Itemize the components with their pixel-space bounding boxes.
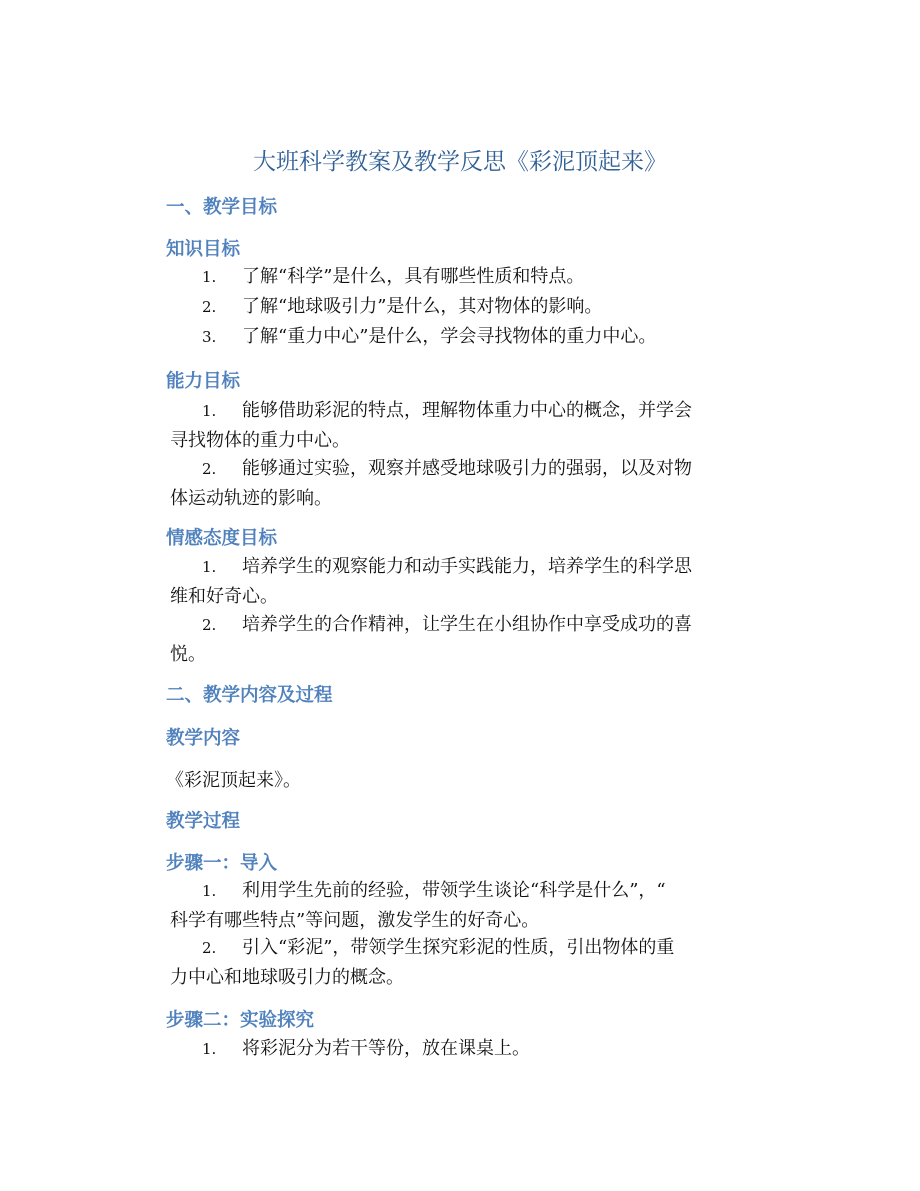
list-item — [166, 322, 776, 352]
list-text-line1: 引入“彩泥”，带领学生探究彩泥的性质，引出物体的重 — [242, 937, 675, 958]
list-item — [166, 1034, 776, 1064]
list-number: 1. — [202, 558, 217, 576]
list-number: 1. — [202, 882, 217, 900]
list-item — [166, 292, 776, 322]
subheading-knowledge-goals: 知识目标 — [166, 239, 241, 260]
section-heading-content-process: 二、教学内容及过程 — [166, 685, 333, 706]
list-number: 1. — [202, 268, 217, 286]
list-text: 将彩泥分为若干等份，放在课桌上。 — [242, 1038, 530, 1059]
list-text: 了解“地球吸引力”是什么，其对物体的影响。 — [242, 296, 603, 317]
list-number: 1. — [202, 402, 217, 420]
list-text-line1: 培养学生的观察能力和动手实践能力，培养学生的科学思 — [242, 556, 692, 577]
list-text-line2: 体运动轨迹的影响。 — [170, 488, 332, 509]
list-item — [166, 876, 776, 936]
document-title: 大班科学教案及教学反思《彩泥顶起来》 — [253, 149, 667, 175]
list-number: 2. — [202, 298, 217, 316]
list-number: 2. — [202, 460, 217, 478]
list-text: 了解“重力中心”是什么，学会寻找物体的重力中心。 — [242, 326, 657, 347]
subheading-teaching-process: 教学过程 — [166, 811, 241, 832]
list-item — [166, 454, 776, 514]
list-item — [166, 610, 776, 670]
list-text-line1: 能够借助彩泥的特点，理解物体重力中心的概念，并学会 — [242, 400, 692, 421]
list-text-line2: 悦。 — [170, 644, 206, 665]
subheading-step1: 步骤一：导入 — [166, 853, 278, 874]
list-text-line2: 科学有哪些特点”等问题，激发学生的好奇心。 — [170, 910, 540, 931]
subheading-ability-goals: 能力目标 — [166, 371, 241, 392]
list-item — [166, 396, 776, 456]
list-number: 2. — [202, 616, 217, 634]
list-text-line1: 培养学生的合作精神，让学生在小组协作中享受成功的喜 — [242, 614, 692, 635]
list-text-line2: 维和好奇心。 — [170, 586, 278, 607]
list-item — [166, 552, 776, 612]
list-text: 了解“科学”是什么，具有哪些性质和特点。 — [242, 266, 585, 287]
list-number: 3. — [202, 328, 217, 346]
list-item — [166, 262, 776, 292]
list-item — [166, 933, 776, 993]
section-heading-teaching-goals: 一、教学目标 — [166, 197, 278, 218]
teaching-content-text: 《彩泥顶起来》。 — [166, 770, 301, 791]
list-number: 2. — [202, 939, 217, 957]
list-text-line1: 利用学生先前的经验，带领学生谈论“科学是什么”，“ — [242, 880, 666, 901]
subheading-attitude-goals: 情感态度目标 — [166, 528, 278, 549]
list-text-line2: 寻找物体的重力中心。 — [170, 430, 350, 451]
list-text-line1: 能够通过实验，观察并感受地球吸引力的强弱，以及对物 — [242, 458, 692, 479]
list-text-line2: 力中心和地球吸引力的概念。 — [170, 967, 404, 988]
subheading-step2: 步骤二：实验探究 — [166, 1010, 315, 1031]
subheading-teaching-content: 教学内容 — [166, 728, 241, 749]
list-number: 1. — [202, 1040, 217, 1058]
